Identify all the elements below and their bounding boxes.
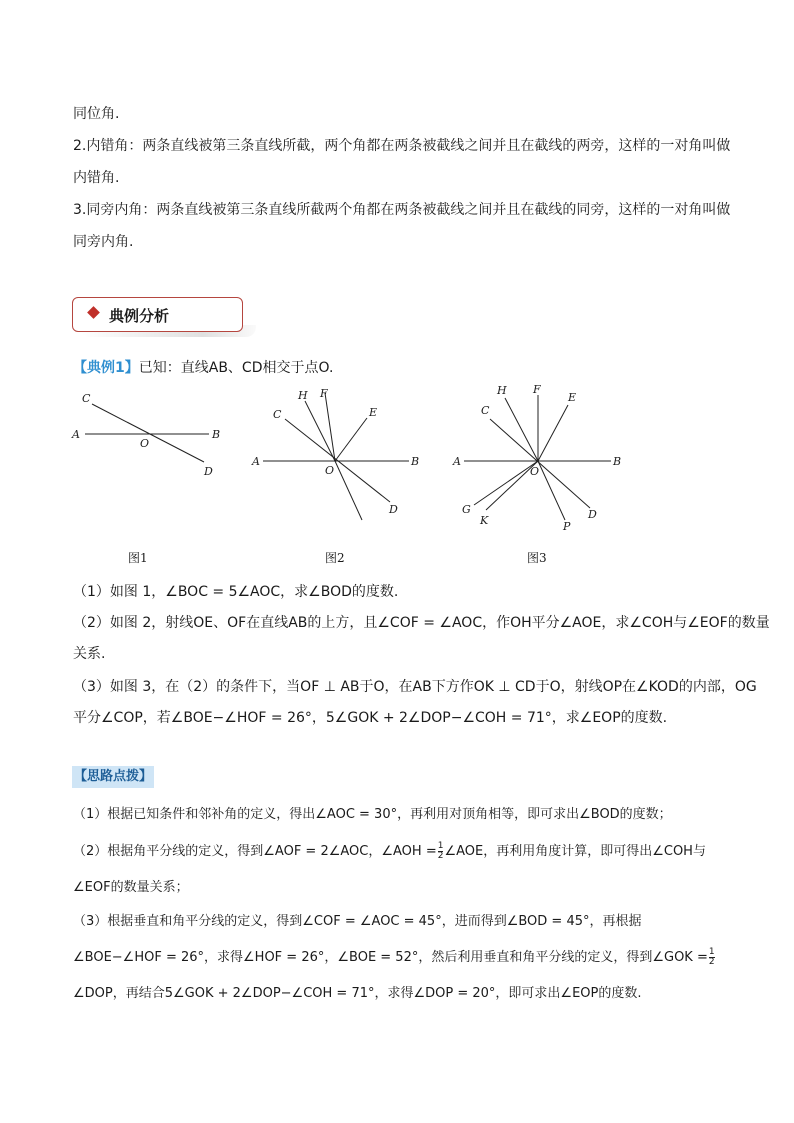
fig3-label-d: D <box>588 508 597 521</box>
fraction-one-half <box>438 842 444 861</box>
fig1-label-b: B <box>212 428 221 441</box>
section-title: 典例分析 <box>109 307 170 325</box>
fig1-label-c: C <box>82 392 91 405</box>
tip-3-pre: ∠BOE−∠HOF = 26°，求得∠HOF = 26°，∠BOE = 52°，然后利用垂直和角平分线的定义，得到∠GOK = <box>73 950 708 965</box>
fig2-label-b: B <box>411 455 420 468</box>
tip-2-pre: （2）根据角平分线的定义，得到∠AOF = 2∠AOC，∠AOH = <box>73 844 437 859</box>
example-text: 已知：直线AB、CD相交于点O. <box>138 360 334 376</box>
fig3-label-k: K <box>480 514 489 527</box>
fig2-ray-ext <box>335 461 362 520</box>
fig2-label-e: E <box>369 406 378 419</box>
fig3-ray-op <box>538 461 565 520</box>
tips-badge: 【思路点拨】 <box>72 766 154 788</box>
fig3-label-c: C <box>481 404 490 417</box>
diamond-icon <box>87 306 100 319</box>
question-3-line-2: 平分∠COP，若∠BOE−∠HOF = 26°，5∠GOK + 2∠DOP−∠COH = 71°，求∠EOP的度数. <box>73 710 668 726</box>
fig2-label-f: F <box>320 387 328 400</box>
frac-numerator: 1 <box>708 947 715 957</box>
fig2-label-o: O <box>325 464 335 477</box>
fig3-label-f: F <box>533 383 541 396</box>
fig3-label-p: P <box>563 520 571 533</box>
example-statement <box>73 357 333 377</box>
frac-numerator: 1 <box>437 841 444 851</box>
fig3-ray-oe <box>538 405 568 461</box>
tip-2-post: ∠AOE，再利用角度计算，即可得出∠COH与 <box>444 844 706 859</box>
fig1-line-cd <box>92 404 204 462</box>
fig3-label-h: H <box>497 384 507 397</box>
frac-denominator: 2 <box>708 957 715 967</box>
example-label: 【典例1】 <box>73 360 139 376</box>
fig1-label-o: O <box>140 437 150 450</box>
intro-line-1: 同位角. <box>73 106 120 122</box>
question-2-line-1: （2）如图 2，射线OE、OF在直线AB的上方，且∠COF = ∠AOC，作OH平分∠AOE，求∠COH与∠EOF的数量 <box>73 615 770 631</box>
fig2-ray-oe <box>335 418 367 461</box>
fig3-label-b: B <box>613 455 622 468</box>
fig2-label-h: H <box>298 389 308 402</box>
fig1-label-a: A <box>72 428 80 441</box>
fig3-label-e: E <box>568 391 577 404</box>
fig3-ray-oh <box>505 398 538 461</box>
tip-3-line-3: ∠DOP，再结合5∠GOK + 2∠DOP−∠COH = 71°，求得∠DOP = 20°，即可求出∠EOP的度数. <box>73 986 642 1001</box>
tip-3-line-2 <box>73 946 716 967</box>
question-1: （1）如图 1，∠BOC = 5∠AOC，求∠BOD的度数. <box>73 584 399 600</box>
tip-1: （1）根据已知条件和邻补角的定义，得出∠AOC = 30°，再利用对顶角相等，即可求出∠BOD的度数； <box>73 807 672 822</box>
fig2-label-c: C <box>273 408 282 421</box>
fig3-ray-og <box>474 461 538 505</box>
fig2-label-a: A <box>252 455 260 468</box>
fig3-label-a: A <box>453 455 461 468</box>
fig1-label-d: D <box>204 465 213 478</box>
question-2-line-2: 关系. <box>73 646 106 662</box>
fig3-caption: 图3 <box>527 551 547 565</box>
fig3-label-g: G <box>462 503 471 516</box>
intro-line-2: 2.内错角：两条直线被第三条直线所截，两个角都在两条被截线之间并且在截线的两旁，这样的一对角叫做 <box>73 138 731 154</box>
fraction-one-half <box>709 948 715 967</box>
tip-2-line-2: ∠EOF的数量关系； <box>73 880 189 895</box>
tip-3-line-1: （3）根据垂直和角平分线的定义，得到∠COF = ∠AOC = 45°，进而得到∠BOD = 45°，再根据 <box>73 914 642 929</box>
frac-denominator: 2 <box>437 851 444 861</box>
fig3-line-cd <box>490 419 590 508</box>
tip-2-line-1 <box>73 840 706 861</box>
intro-line-5: 同旁内角. <box>73 234 134 250</box>
question-3-line-1: （3）如图 3，在（2）的条件下，当OF ⊥ AB于O，在AB下方作OK ⊥ CD于O，射线OP在∠KOD的内部，OG <box>73 679 757 695</box>
fig1-caption: 图1 <box>128 551 148 565</box>
fig3-label-o: O <box>530 465 540 478</box>
intro-line-3: 内错角. <box>73 170 120 186</box>
intro-line-4: 3.同旁内角：两条直线被第三条直线所截两个角都在两条被截线之间并且在截线的同旁，这样的一对角叫做 <box>73 202 731 218</box>
section-header <box>72 297 243 332</box>
geometry-figures <box>0 380 794 540</box>
fig2-caption: 图2 <box>325 551 345 565</box>
fig2-label-d: D <box>389 503 398 516</box>
